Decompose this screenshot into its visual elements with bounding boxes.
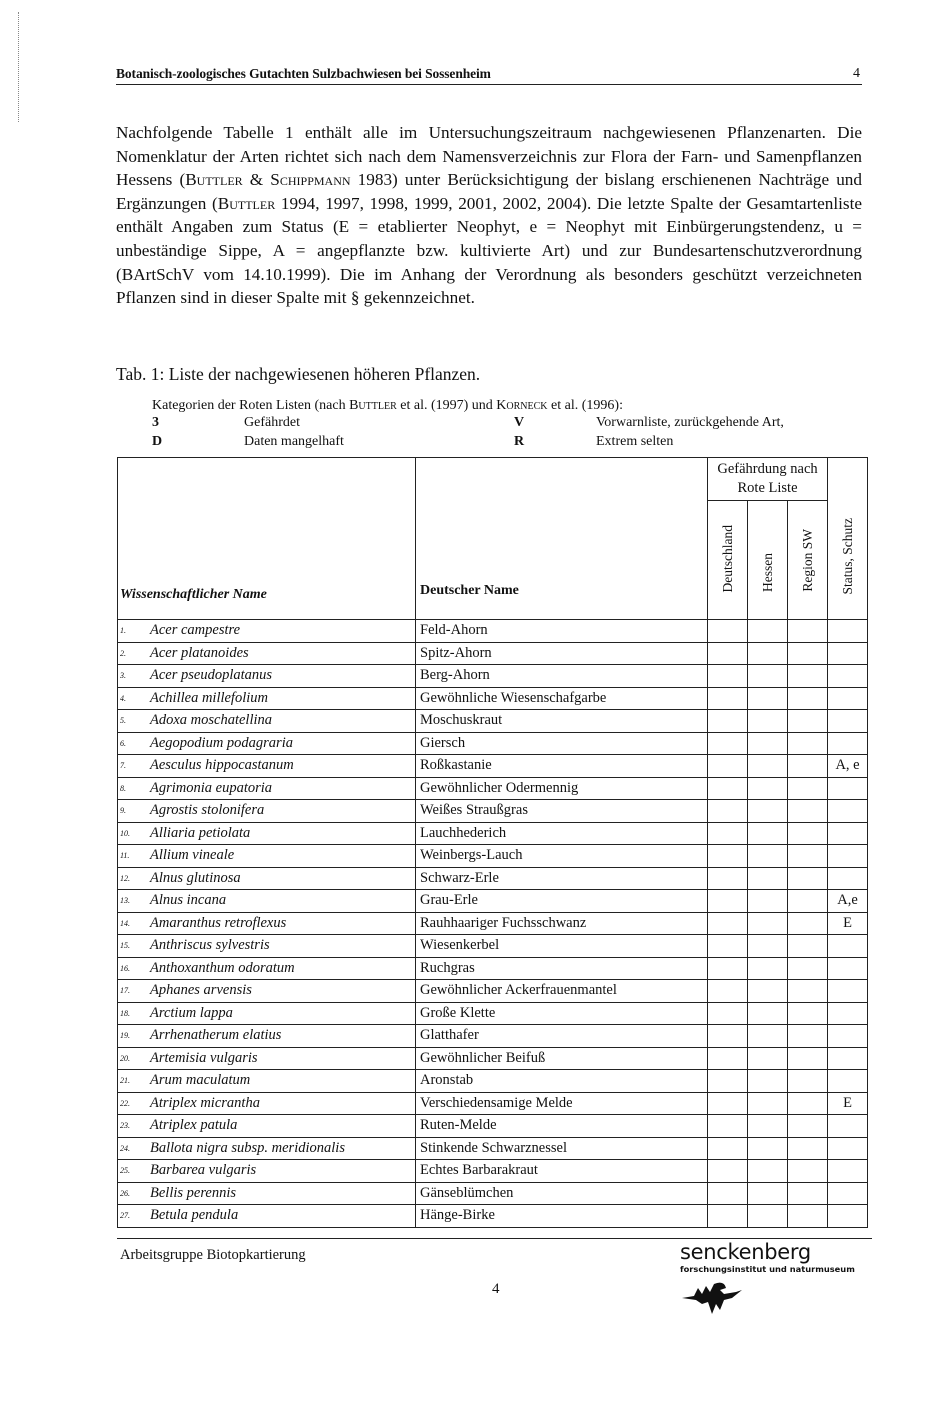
- hessen-cell: [748, 1002, 788, 1025]
- status-cell: [828, 1002, 868, 1025]
- region-sw-cell: [788, 980, 828, 1003]
- scientific-name-cell: [118, 687, 416, 710]
- table-row: [118, 980, 868, 1003]
- hessen-cell: [748, 890, 788, 913]
- scientific-name: Arum maculatum: [150, 1072, 251, 1089]
- status-cell: [828, 620, 868, 643]
- deutschland-cell: [708, 620, 748, 643]
- region-sw-cell: [788, 800, 828, 823]
- scientific-name: Achillea millefolium: [150, 689, 268, 706]
- scientific-name: Aesculus hippocastanum: [150, 757, 294, 774]
- scientific-name: Ballota nigra subsp. meridionalis: [150, 1139, 345, 1156]
- status-cell: [828, 1205, 868, 1228]
- region-sw-cell: [788, 710, 828, 733]
- table-row: [118, 1092, 868, 1115]
- status-cell: E: [828, 1092, 868, 1115]
- hessen-cell: [748, 800, 788, 823]
- legend-desc: Gefährdet: [244, 415, 300, 430]
- scientific-name-cell: [118, 777, 416, 800]
- deutschland-cell: [708, 867, 748, 890]
- row-number: 8.: [120, 783, 126, 793]
- table-row: [118, 800, 868, 823]
- status-cell: A,e: [828, 890, 868, 913]
- deutschland-cell: [708, 665, 748, 688]
- hessen-cell: [748, 822, 788, 845]
- scientific-name-cell: [118, 1092, 416, 1115]
- deutschland-cell: [708, 822, 748, 845]
- scientific-name: Alnus incana: [150, 892, 227, 909]
- table-row: [118, 642, 868, 665]
- row-number: 7.: [120, 761, 126, 770]
- scientific-name-cell: [118, 1070, 416, 1093]
- scientific-name-cell: [118, 800, 416, 823]
- table-row: [118, 822, 868, 845]
- status-cell: [828, 867, 868, 890]
- scientific-name: Agrostis stolonifera: [150, 802, 265, 819]
- row-number: 10.: [120, 828, 130, 838]
- column-header-status: [828, 458, 868, 620]
- hessen-cell: [748, 1182, 788, 1205]
- region-sw-cell: [788, 1092, 828, 1115]
- deutschland-cell: [708, 935, 748, 958]
- hessen-cell: [748, 777, 788, 800]
- hessen-cell: [748, 867, 788, 890]
- intro-text-1: Nachfolgende Tabelle 1 enthält alle im Untersuchungszeitraum nachgewiesenen Pflanzenarten. Die Nomenklatur der Arten richtet sich nach dem Namensverzeichnis zur Flora der Farn- und Samenpflanzen Hessens (: [116, 123, 862, 190]
- scientific-name-cell: [118, 1160, 416, 1183]
- deutschland-cell: [708, 1002, 748, 1025]
- region-sw-cell: [788, 687, 828, 710]
- scientific-name-cell: [118, 1137, 416, 1160]
- scientific-name: Bellis perennis: [150, 1184, 237, 1201]
- status-cell: [828, 642, 868, 665]
- region-sw-cell: [788, 912, 828, 935]
- german-name-cell: Echtes Barbarakraut: [416, 1160, 708, 1183]
- scientific-name: Anthriscus sylvestris: [150, 937, 270, 954]
- status-cell: [828, 800, 868, 823]
- deutschland-cell: [708, 777, 748, 800]
- region-sw-cell: [788, 957, 828, 980]
- legend-desc: Extrem selten: [596, 434, 674, 449]
- german-name-cell: Weinbergs-Lauch: [416, 845, 708, 868]
- scientific-name-cell: [118, 980, 416, 1003]
- header-page-number: 4: [853, 66, 860, 81]
- status-cell: [828, 1047, 868, 1070]
- region-sw-cell: [788, 890, 828, 913]
- deutschland-cell: [708, 912, 748, 935]
- legend-row: [152, 434, 852, 453]
- deutschland-cell: [708, 957, 748, 980]
- scientific-name-cell: [118, 935, 416, 958]
- deutschland-cell: [708, 732, 748, 755]
- legend-heading-text: Kategorien der Roten Listen (nach: [152, 398, 350, 413]
- row-number: 18.: [120, 1008, 130, 1018]
- hessen-cell: [748, 1025, 788, 1048]
- legend-heading-text: et al. (1996):: [547, 398, 623, 413]
- hessen-cell: [748, 732, 788, 755]
- legend-desc: Daten mangelhaft: [244, 434, 344, 449]
- column-header-deutschland: [708, 501, 748, 620]
- deutschland-cell: [708, 890, 748, 913]
- german-name-cell: Ruten-Melde: [416, 1115, 708, 1138]
- table-row: [118, 755, 868, 778]
- deutschland-label: Deutschland: [719, 524, 735, 592]
- scientific-name-cell: [118, 1182, 416, 1205]
- footer-page-number: 4: [492, 1281, 500, 1297]
- column-group-red-list: Gefährdung nach Rote Liste: [708, 458, 828, 501]
- row-number: 14.: [120, 918, 130, 928]
- status-cell: [828, 710, 868, 733]
- table-row: [118, 890, 868, 913]
- table-row: [118, 1115, 868, 1138]
- table-row: [118, 845, 868, 868]
- intro-citation-1: Buttler & Schippmann: [185, 170, 351, 190]
- legend-row: [152, 415, 852, 434]
- scientific-name: Aegopodium podagraria: [150, 734, 293, 751]
- scientific-name: Arrhenatherum elatius: [150, 1027, 282, 1044]
- table-row: [118, 957, 868, 980]
- scientific-name-cell: [118, 1205, 416, 1228]
- table-row: [118, 1160, 868, 1183]
- deutschland-cell: [708, 1070, 748, 1093]
- table-row: [118, 1047, 868, 1070]
- row-number: 3.: [120, 671, 126, 680]
- scientific-name-cell: [118, 912, 416, 935]
- german-name-cell: Aronstab: [416, 1070, 708, 1093]
- intro-paragraph: [116, 121, 862, 310]
- intro-text-2: 1983) unter Berücksichtigung der bislang erschienenen Nachträge und Ergänzungen (: [116, 170, 862, 213]
- german-name-cell: Roßkastanie: [416, 755, 708, 778]
- status-cell: [828, 665, 868, 688]
- legend-code: R: [514, 434, 525, 449]
- german-name-cell: Glatthafer: [416, 1025, 708, 1048]
- german-name-cell: Rauhhaariger Fuchsschwanz: [416, 912, 708, 935]
- scientific-name: Anthoxanthum odoratum: [150, 959, 295, 976]
- scan-margin-marks: [18, 12, 23, 122]
- scientific-name: Aphanes arvensis: [150, 982, 252, 999]
- hessen-cell: [748, 912, 788, 935]
- scientific-name-cell: [118, 710, 416, 733]
- table-row: [118, 1182, 868, 1205]
- status-cell: [828, 777, 868, 800]
- scientific-name-cell: [118, 732, 416, 755]
- hessen-cell: [748, 687, 788, 710]
- scientific-name: Amaranthus retroflexus: [150, 914, 287, 931]
- region-sw-cell: [788, 867, 828, 890]
- logo-subtitle: forschungsinstitut und naturmuseum: [680, 1264, 855, 1274]
- hessen-cell: [748, 1205, 788, 1228]
- german-name-cell: Moschuskraut: [416, 710, 708, 733]
- deutschland-cell: [708, 980, 748, 1003]
- status-cell: [828, 687, 868, 710]
- hessen-cell: [748, 620, 788, 643]
- status-cell: [828, 1137, 868, 1160]
- row-number: 5.: [120, 716, 126, 725]
- status-cell: [828, 732, 868, 755]
- row-number: 24.: [120, 1143, 130, 1153]
- legend-heading: [152, 396, 852, 415]
- row-number: 25.: [120, 1166, 130, 1175]
- deutschland-cell: [708, 1115, 748, 1138]
- column-header-hessen: [748, 501, 788, 620]
- row-number: 6.: [120, 738, 126, 748]
- table-row: [118, 665, 868, 688]
- german-name-cell: Verschiedensamige Melde: [416, 1092, 708, 1115]
- german-name-cell: Lauchhederich: [416, 822, 708, 845]
- legend-heading-text: et al. (1997) und: [396, 398, 497, 413]
- german-name-cell: Hänge-Birke: [416, 1205, 708, 1228]
- deutschland-cell: [708, 1182, 748, 1205]
- status-header-label: Status, Schutz: [839, 517, 855, 594]
- legend-desc: Vorwarnliste, zurückgehende Art,: [596, 415, 784, 430]
- german-name-cell: Gewöhnlicher Ackerfrauenmantel: [416, 980, 708, 1003]
- german-name-cell: Weißes Straußgras: [416, 800, 708, 823]
- hessen-cell: [748, 1137, 788, 1160]
- table-row: [118, 1025, 868, 1048]
- row-number: 2.: [120, 648, 126, 658]
- legend-citation-2: Korneck: [496, 398, 548, 413]
- scientific-name: Acer campestre: [150, 622, 241, 639]
- status-cell: [828, 1182, 868, 1205]
- scientific-name: Alnus glutinosa: [150, 869, 241, 886]
- senckenberg-logo: [680, 1240, 855, 1316]
- scientific-name-cell: [118, 1025, 416, 1048]
- table-row: [118, 687, 868, 710]
- intro-citation-2: Buttler: [217, 193, 276, 213]
- region-sw-cell: [788, 732, 828, 755]
- column-header-scientific-name: Wissenschaftlicher Name: [118, 458, 416, 620]
- german-name-cell: Gewöhnlicher Beifuß: [416, 1047, 708, 1070]
- row-number: 4.: [120, 693, 126, 703]
- scientific-name-cell: [118, 755, 416, 778]
- legend-citation-1: Buttler: [349, 398, 397, 413]
- hessen-cell: [748, 665, 788, 688]
- table-row: [118, 1137, 868, 1160]
- hessen-cell: [748, 935, 788, 958]
- deutschland-cell: [708, 845, 748, 868]
- german-name-cell: Große Klette: [416, 1002, 708, 1025]
- scientific-name: Acer platanoides: [150, 644, 249, 661]
- logo-name: senckenberg: [680, 1240, 811, 1264]
- region-sw-cell: [788, 1025, 828, 1048]
- region-sw-cell: [788, 1002, 828, 1025]
- dinosaur-logo-icon: [680, 1280, 744, 1316]
- column-header-region-sw: [788, 501, 828, 620]
- scientific-name-cell: [118, 1002, 416, 1025]
- status-cell: [828, 1160, 868, 1183]
- plant-species-table: [117, 457, 868, 1228]
- scientific-name: Arctium lappa: [150, 1004, 233, 1021]
- status-cell: [828, 845, 868, 868]
- scientific-name: Barbarea vulgaris: [150, 1162, 257, 1179]
- region-sw-cell: [788, 845, 828, 868]
- table-row: [118, 935, 868, 958]
- german-name-cell: Gewöhnlicher Odermennig: [416, 777, 708, 800]
- scientific-name: Agrimonia eupatoria: [150, 779, 273, 796]
- scientific-name-cell: [118, 1115, 416, 1138]
- scientific-name-cell: [118, 822, 416, 845]
- scientific-name: Acer pseudoplatanus: [150, 667, 273, 684]
- deutschland-cell: [708, 710, 748, 733]
- scientific-name-cell: [118, 665, 416, 688]
- region-sw-cell: [788, 755, 828, 778]
- deutschland-cell: [708, 1137, 748, 1160]
- table-row: [118, 732, 868, 755]
- region-sw-cell: [788, 777, 828, 800]
- german-name-cell: Ruchgras: [416, 957, 708, 980]
- region-sw-cell: [788, 665, 828, 688]
- row-number: 26.: [120, 1188, 130, 1198]
- status-cell: [828, 1025, 868, 1048]
- row-number: 1.: [120, 626, 126, 635]
- red-list-legend: [152, 396, 852, 453]
- german-name-cell: Giersch: [416, 732, 708, 755]
- deutschland-cell: [708, 1092, 748, 1115]
- header-title: Botanisch-zoologisches Gutachten Sulzbachwiesen bei Sossenheim: [116, 66, 491, 81]
- table-row: [118, 1205, 868, 1228]
- region-sw-cell: [788, 1160, 828, 1183]
- row-number: 17.: [120, 986, 130, 995]
- status-cell: [828, 1115, 868, 1138]
- status-cell: [828, 935, 868, 958]
- status-cell: [828, 957, 868, 980]
- region-sw-cell: [788, 1070, 828, 1093]
- deutschland-cell: [708, 642, 748, 665]
- hessen-cell: [748, 1160, 788, 1183]
- legend-code: 3: [152, 415, 159, 430]
- scientific-name-cell: [118, 845, 416, 868]
- scientific-name: Atriplex micrantha: [150, 1094, 260, 1111]
- hessen-cell: [748, 1047, 788, 1070]
- scientific-name: Artemisia vulgaris: [150, 1049, 258, 1066]
- row-number: 9.: [120, 806, 126, 815]
- hessen-cell: [748, 1070, 788, 1093]
- row-number: 12.: [120, 873, 130, 883]
- region-sw-cell: [788, 642, 828, 665]
- deutschland-cell: [708, 1025, 748, 1048]
- german-name-cell: Gänseblümchen: [416, 1182, 708, 1205]
- region-sw-cell: [788, 935, 828, 958]
- hessen-cell: [748, 980, 788, 1003]
- deutschland-cell: [708, 1205, 748, 1228]
- scientific-name-cell: [118, 620, 416, 643]
- status-cell: [828, 822, 868, 845]
- legend-code: V: [514, 415, 525, 430]
- german-name-cell: Gewöhnliche Wiesenschafgarbe: [416, 687, 708, 710]
- hessen-label: Hessen: [759, 553, 775, 592]
- region-sw-cell: [788, 822, 828, 845]
- row-number: 27.: [120, 1211, 130, 1220]
- german-name-cell: Berg-Ahorn: [416, 665, 708, 688]
- column-header-german-name: Deutscher Name: [416, 458, 708, 620]
- row-number: 11.: [120, 851, 130, 860]
- row-number: 23.: [120, 1121, 130, 1130]
- scientific-name-cell: [118, 1047, 416, 1070]
- deutschland-cell: [708, 1047, 748, 1070]
- footer-divider: [117, 1238, 872, 1239]
- status-cell: E: [828, 912, 868, 935]
- row-number: 22.: [120, 1098, 130, 1108]
- row-number: 21.: [120, 1076, 130, 1085]
- hessen-cell: [748, 755, 788, 778]
- scientific-name-cell: [118, 957, 416, 980]
- region-sw-cell: [788, 1182, 828, 1205]
- deutschland-cell: [708, 755, 748, 778]
- status-cell: [828, 1070, 868, 1093]
- hessen-cell: [748, 1115, 788, 1138]
- region-sw-cell: [788, 620, 828, 643]
- table-row: [118, 912, 868, 935]
- table-row: [118, 1002, 868, 1025]
- region-sw-cell: [788, 1137, 828, 1160]
- hessen-cell: [748, 845, 788, 868]
- page-header: [116, 62, 862, 85]
- german-name-cell: Grau-Erle: [416, 890, 708, 913]
- region-sw-cell: [788, 1115, 828, 1138]
- row-number: 13.: [120, 896, 130, 905]
- intro-text-3: 1994, 1997, 1998, 1999, 2001, 2002, 2004). Die letzte Spalte der Gesamtartenliste enthält Angaben zum Status (E = etablierter Neophyt, e = Neophyt mit Einbürgerungstendenz, u = unbeständige Sippe, A = angepflanzte bzw. kultivierte Art) und zur Bundesartenschutzverordnung (BArtSchV vom 14.10.1999). Die im Anhang der Verordnung als besonders geschützt verzeichneten Pflanzen sind in dieser Spalte mit § gekennzeichnet.: [116, 193, 862, 308]
- region-sw-cell: [788, 1047, 828, 1070]
- row-number: 19.: [120, 1031, 130, 1040]
- row-number: 20.: [120, 1053, 130, 1063]
- hessen-cell: [748, 957, 788, 980]
- deutschland-cell: [708, 1160, 748, 1183]
- hessen-cell: [748, 710, 788, 733]
- german-name-cell: Schwarz-Erle: [416, 867, 708, 890]
- german-name-cell: Wiesenkerbel: [416, 935, 708, 958]
- german-name-cell: Stinkende Schwarznessel: [416, 1137, 708, 1160]
- table-row: [118, 620, 868, 643]
- scientific-name: Adoxa moschatellina: [150, 712, 273, 729]
- scientific-name: Alliaria petiolata: [150, 824, 251, 841]
- status-cell: A, e: [828, 755, 868, 778]
- hessen-cell: [748, 1092, 788, 1115]
- scientific-name: Atriplex patula: [150, 1117, 238, 1134]
- row-number: 15.: [120, 941, 130, 950]
- table-row: [118, 1070, 868, 1093]
- deutschland-cell: [708, 687, 748, 710]
- table-row: [118, 777, 868, 800]
- scientific-name-cell: [118, 642, 416, 665]
- scientific-name-cell: [118, 867, 416, 890]
- row-number: 16.: [120, 963, 130, 973]
- region-label: Region SW: [799, 529, 815, 592]
- table-row: [118, 867, 868, 890]
- status-cell: [828, 980, 868, 1003]
- region-sw-cell: [788, 1205, 828, 1228]
- table-caption: Tab. 1: Liste der nachgewiesenen höheren Pflanzen.: [116, 364, 481, 384]
- footer-organization: Arbeitsgruppe Biotopkartierung: [120, 1247, 306, 1263]
- hessen-cell: [748, 642, 788, 665]
- german-name-cell: Feld-Ahorn: [416, 620, 708, 643]
- scientific-name: Betula pendula: [150, 1207, 239, 1224]
- scientific-name-cell: [118, 890, 416, 913]
- deutschland-cell: [708, 800, 748, 823]
- legend-code: D: [152, 434, 163, 449]
- table-row: [118, 710, 868, 733]
- scientific-name: Allium vineale: [150, 847, 235, 864]
- german-name-cell: Spitz-Ahorn: [416, 642, 708, 665]
